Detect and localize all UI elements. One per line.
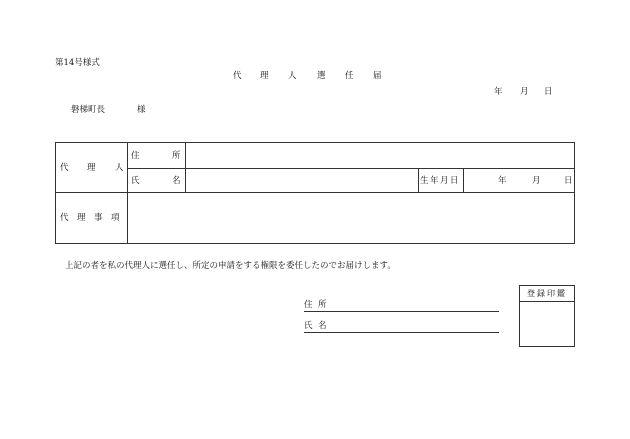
form-number: 第14号様式 xyxy=(55,58,100,68)
matters-label-char: 事 xyxy=(94,213,103,223)
title-char: 選 xyxy=(317,71,326,81)
applicant-name-line[interactable] xyxy=(304,332,499,333)
name-label-char: 名 xyxy=(172,176,181,186)
seal-box-label: 登録印鑑 xyxy=(520,286,574,302)
agent-address-field[interactable] xyxy=(186,146,573,164)
birthdate-label: 生年月日 xyxy=(420,176,461,186)
date-day: 日 xyxy=(544,87,553,97)
address-label-char: 住 xyxy=(131,151,140,161)
title-char: 人 xyxy=(288,71,297,81)
statement-text: 上記の者を私の代理人に選任し、所定の申請をする権限を委任したのでお届けします。 xyxy=(65,261,396,271)
name-label xyxy=(131,176,181,186)
address-label xyxy=(131,151,181,161)
agent-label-char: 理 xyxy=(87,163,96,173)
document-title xyxy=(233,69,382,81)
agent-name-field[interactable] xyxy=(186,170,416,188)
title-char: 任 xyxy=(345,71,354,81)
matters-label-char: 代 xyxy=(60,213,69,223)
date-year: 年 xyxy=(494,87,503,97)
applicant-name-label xyxy=(304,321,327,331)
registered-seal-box[interactable] xyxy=(519,285,575,347)
addressee-honorific: 様 xyxy=(137,105,146,115)
addressee-name: 磐梯町長 xyxy=(71,105,106,115)
applicant-name-char: 名 xyxy=(318,321,327,331)
agent-matters-field[interactable] xyxy=(129,194,573,242)
birth-month[interactable]: 月 xyxy=(532,176,541,186)
agent-label-char: 代 xyxy=(60,163,69,173)
matters-label-char: 項 xyxy=(111,213,120,223)
applicant-name-char: 氏 xyxy=(304,321,313,331)
applicant-address-line[interactable] xyxy=(304,311,499,312)
applicant-address-char: 所 xyxy=(318,300,327,310)
applicant-address-char: 住 xyxy=(304,300,313,310)
matters-label xyxy=(60,213,120,223)
date-month: 月 xyxy=(520,87,529,97)
birth-year[interactable]: 年 xyxy=(498,176,507,186)
title-char: 届 xyxy=(373,71,382,81)
name-label-char: 氏 xyxy=(131,176,140,186)
title-char: 代 xyxy=(233,71,242,81)
matters-label-char: 理 xyxy=(77,213,86,223)
address-label-char: 所 xyxy=(172,151,181,161)
agent-label-char: 人 xyxy=(115,163,124,173)
agent-label xyxy=(60,163,124,173)
applicant-address-label xyxy=(304,300,327,310)
birth-day[interactable]: 日 xyxy=(564,176,573,186)
title-char: 理 xyxy=(260,71,269,81)
